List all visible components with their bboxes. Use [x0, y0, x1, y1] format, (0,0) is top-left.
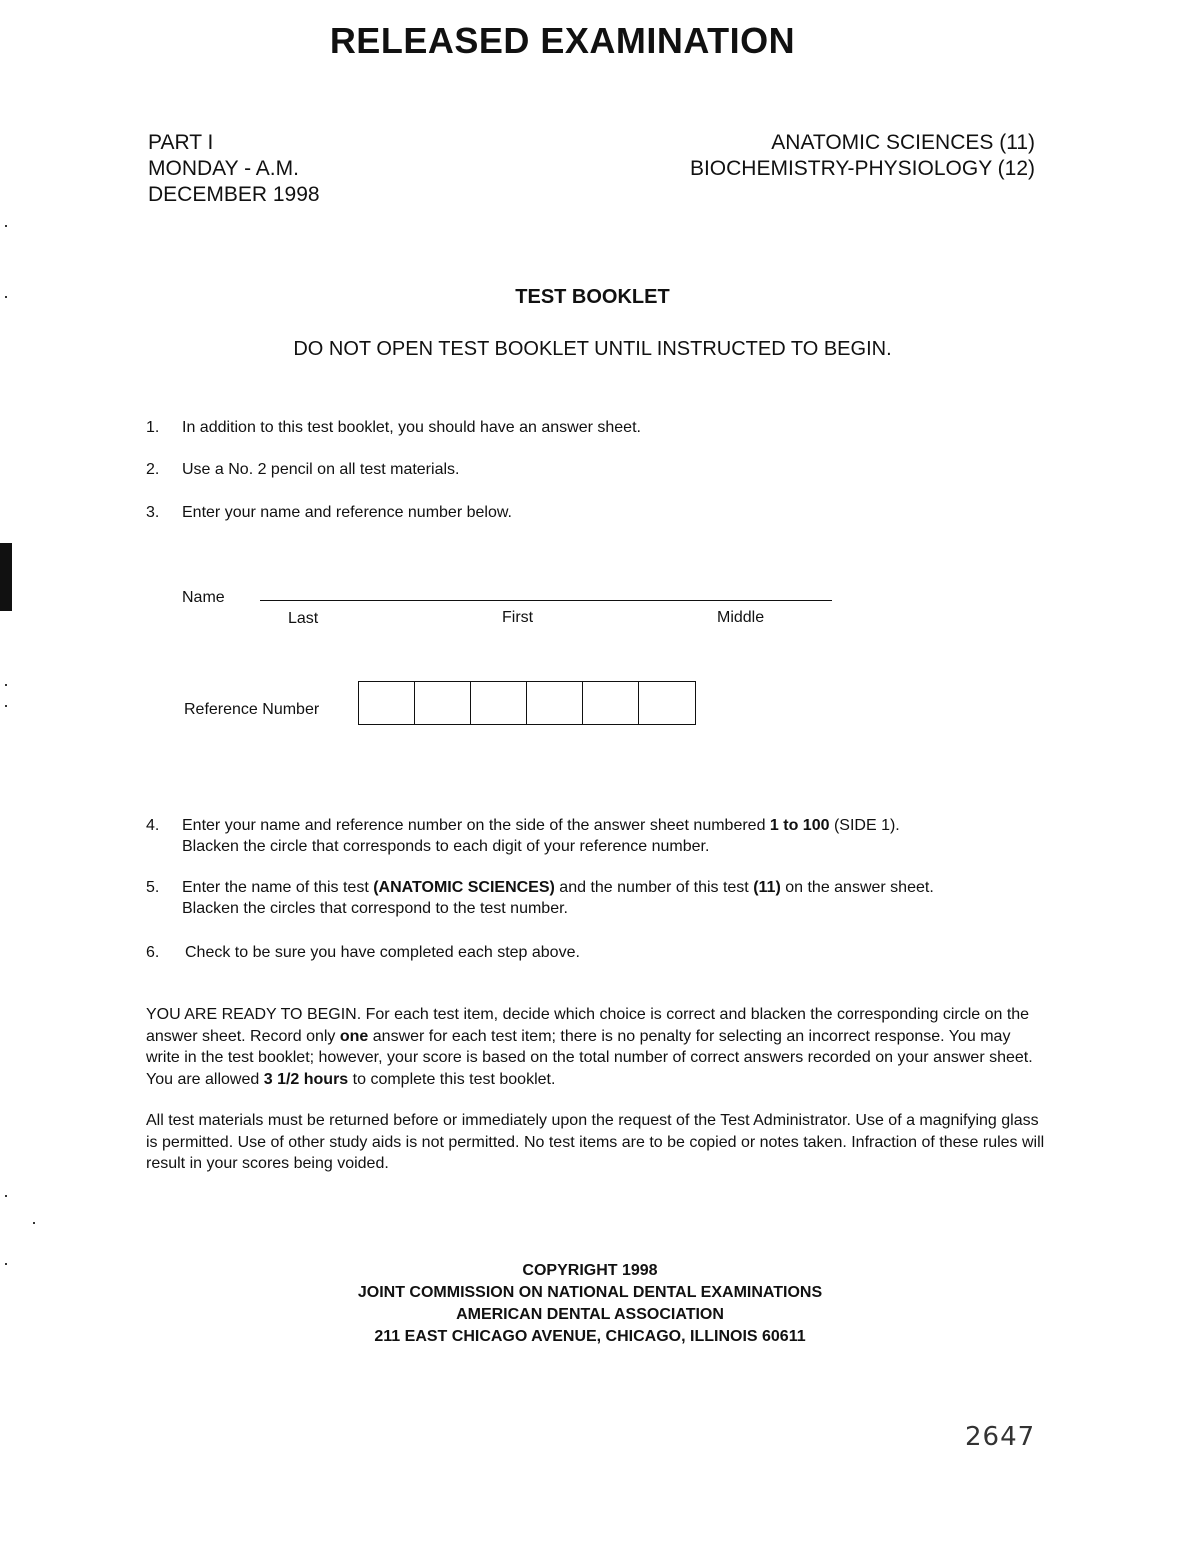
name-label: Name [182, 589, 225, 606]
instruction-item [0, 877, 1200, 921]
ready-text-a: YOU ARE READY TO BEGIN. For each test item, decide which choice is correct and blacken the corresponding circle on the answer sheet. Record only [146, 1006, 1030, 1045]
copyright-association: AMERICAN DENTAL ASSOCIATION [456, 1306, 724, 1323]
item-number: 2. [146, 461, 160, 478]
exam-subjects [690, 130, 1035, 182]
step5-text-line2: Blacken the circles that correspond to the test number. [182, 900, 568, 917]
rules-paragraph: All test materials must be returned before or immediately upon the request of the Test Administrator. Use of a magnifying glass is permitted. Use of other study aids is not permitted. No test items are to be copied or notes taken. Infraction of these rules will result in your scores being voided. [146, 1112, 1045, 1172]
subject-biochem: BIOCHEMISTRY-PHYSIOLOGY (12) [689, 157, 1035, 180]
reference-digit-box[interactable] [527, 682, 583, 724]
scan-speck [33, 1222, 35, 1224]
item-number: 1. [146, 419, 160, 436]
item-text [182, 815, 1042, 857]
document-title: RELEASED EXAMINATION [329, 20, 796, 61]
reference-digit-box[interactable] [415, 682, 471, 724]
scan-speck [5, 1195, 7, 1197]
step4-text-line2: Blacken the circle that corresponds to each digit of your reference number. [182, 838, 710, 855]
scan-speck [5, 225, 7, 227]
reference-digit-box[interactable] [471, 682, 527, 724]
copyright-year: COPYRIGHT 1998 [522, 1262, 658, 1279]
instruction-item [0, 815, 1200, 859]
instruction-item [0, 942, 1200, 964]
step5-text-a: Enter the name of this test [182, 879, 374, 896]
ready-one: one [339, 1027, 369, 1045]
step5-test-number: (11) [753, 879, 781, 896]
scan-speck [5, 684, 7, 686]
item-text: Use a No. 2 pencil on all test materials. [182, 461, 460, 478]
item-text [182, 877, 1042, 919]
ready-duration: 3 1/2 hours [263, 1070, 349, 1088]
session-label: MONDAY - A.M. [148, 157, 299, 180]
instruction-item [0, 502, 1200, 524]
name-input-line[interactable] [260, 600, 832, 601]
instruction-item [0, 417, 1200, 439]
reference-digit-box[interactable] [639, 682, 695, 724]
copyright-org: JOINT COMMISSION ON NATIONAL DENTAL EXAMINATIONS [357, 1284, 823, 1301]
warning-notice: DO NOT OPEN TEST BOOKLET UNTIL INSTRUCTED TO BEGIN. [293, 338, 892, 360]
ready-paragraph [146, 1004, 1046, 1090]
step5-test-name: (ANATOMIC SCIENCES) [373, 879, 555, 896]
name-middle-caption: Middle [717, 609, 765, 626]
item-text: In addition to this test booklet, you should have an answer sheet. [182, 419, 641, 436]
item-text: Check to be sure you have completed each step above. [185, 944, 580, 961]
item-text: Enter your name and reference number below. [182, 504, 512, 521]
binder-tab-mark [0, 543, 12, 611]
copyright-block [0, 1260, 1180, 1348]
exam-session-info [148, 130, 320, 208]
item-number: 5. [146, 879, 160, 896]
subject-anatomic: ANATOMIC SCIENCES (11) [771, 131, 1035, 154]
ready-text-e: to complete this test booklet. [348, 1070, 556, 1088]
copyright-address: 211 EAST CHICAGO AVENUE, CHICAGO, ILLINOIS 60611 [374, 1328, 806, 1345]
item-number: 6. [146, 944, 160, 961]
scan-speck [5, 705, 7, 707]
reference-digit-box[interactable] [583, 682, 639, 724]
ready-text-c: answer for each test item; there is no penalty for selecting an incorrect response. You may write in the test booklet; however, your score is based on the total number of correct answers recorded on your answer sheet. You are allowed [146, 1027, 1033, 1088]
date-label: DECEMBER 1998 [148, 183, 320, 206]
reference-number-boxes [358, 681, 696, 725]
step5-text-c: and the number of this test [554, 879, 754, 896]
step4-text-a: Enter your name and reference number on the side of the answer sheet numbered [182, 817, 770, 834]
step5-text-e: on the answer sheet. [780, 879, 934, 896]
reference-digit-box[interactable] [359, 682, 415, 724]
instruction-item [0, 459, 1200, 481]
booklet-title: TEST BOOKLET [515, 286, 670, 308]
name-first-caption: First [502, 609, 534, 626]
step4-text-c: (SIDE 1). [829, 817, 900, 834]
item-number: 3. [146, 504, 160, 521]
page-number: 2647 [965, 1422, 1036, 1452]
item-number: 4. [146, 817, 160, 834]
name-last-caption: Last [288, 610, 319, 627]
part-label: PART I [148, 131, 214, 154]
step4-range: 1 to 100 [769, 817, 830, 834]
reference-number-label: Reference Number [184, 701, 320, 718]
